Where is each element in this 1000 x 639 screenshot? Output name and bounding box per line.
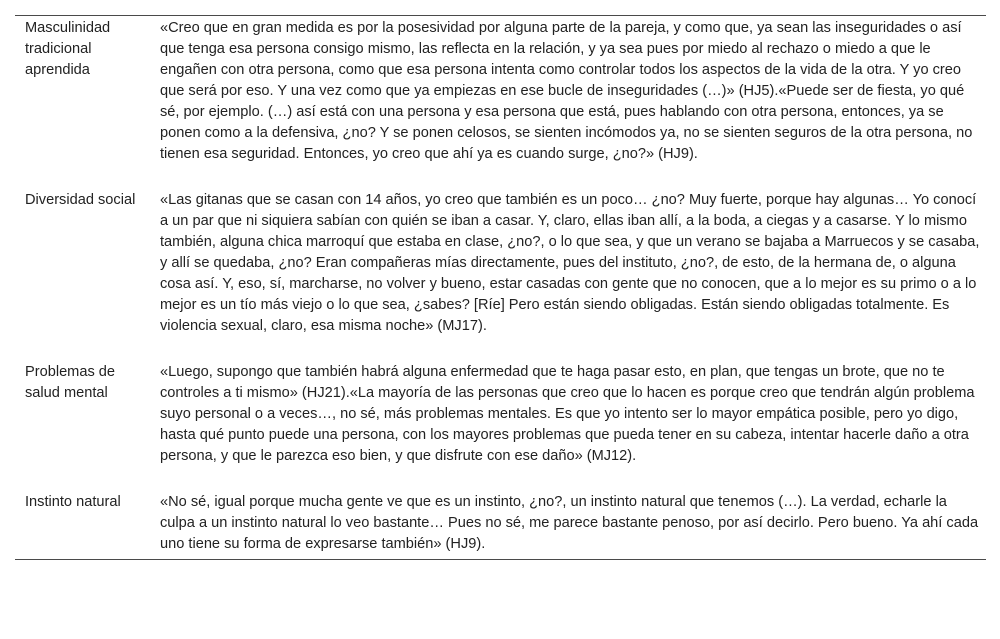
quote-cell: «Luego, supongo que también habrá alguna enfermedad que te haga pasar esto, en plan, que tengas un brote, que no te controles a ti mismo» (HJ21).«La mayoría de las personas que creo que lo hacen es porque creo que tendrán algún problema suyo personal o a veces…, no sé, más problemas mentales. Es que yo intento ser lo mayor empática posible, pero yo digo, hasta qué punto puede una persona, con los mayores problemas que pueda tener en su cabeza, intentar hacerle daño a otra persona, y que le parezca eso bien, y que disfrute con ese daño» (MJ12). <box>160 364 975 464</box>
quote-cell: «No sé, igual porque mucha gente ve que es un instinto, ¿no?, un instinto natural que tenemos (…). La verdad, echarle la culpa a un instinto natural lo veo bastante… Pues no sé, me parece bastante penoso, por así decirlo. Pero bueno. Ya ahí cada uno tiene su forma de expresarse también» (HJ9). <box>160 494 979 552</box>
category-cell: Masculinidad tradicional aprendida <box>25 20 111 78</box>
quote-cell: «Creo que en gran medida es por la posesividad por alguna parte de la pareja, y como que, ya sean las inseguridades o así que tenga esa persona consigo mismo, las reflecta en la relación, y ya sea pues por miedo al rechazo o miedo a que le engañen con otra persona, como que esa persona intenta como controlar todos los aspectos de la vida de la otra. Y yo creo que será por eso. Y una vez como que ya empiezas en ese bucle de inseguridades (…)» (HJ5).«Puede ser de fiesta, yo qué sé, por ejemplo. (…) así está con una persona y esa persona que está, pues hablando con otra persona, entonces, ya se ponen como a la defensiva, ¿no? Y se ponen celosos, se sienten incómodos ya, no se sienten seguros de la otra persona, no tienen esa seguridad. Entonces, yo creo que ahí ya es cuando surge, ¿no?» (HJ9). <box>160 20 973 162</box>
quote-cell: «Las gitanas que se casan con 14 años, yo creo que también es un poco… ¿no? Muy fuerte, porque hay algunas… Yo conocí a un par que ni siquiera sabían con quién se iban a casar. Y, claro, ellas iban allí, a la boda, a ciegas y a casarse. Y lo mismo también, alguna chica marroquí que estaba en clase, ¿no?, o lo que sea, y que un verano se bajaba a Marruecos y se casaba, y allí se quedaba, ¿no? Eran compañeras mías directamente, pues del instituto, ¿no?, de esto, de la hermana de, o alguna cosa así. Y, eso, sí, marcharse, no volver y bueno, estar casadas con gente que no conocen, que a lo mejor es su primo o a lo mejor es un tío más viejo o lo que sea, ¿sabes? [Ríe] Pero están siendo obligadas. Están siendo obligadas totalmente. Es violencia sexual, claro, esa misma noche» (MJ17). <box>160 192 980 334</box>
category-quote-table <box>15 15 986 560</box>
category-cell: Diversidad social <box>25 192 136 208</box>
table <box>15 16 986 559</box>
table-row <box>15 16 986 190</box>
category-cell: Instinto natural <box>25 494 121 510</box>
table-row <box>15 362 986 492</box>
table-row <box>15 492 986 559</box>
table-row <box>15 190 986 362</box>
category-cell: Problemas de salud mental <box>25 364 116 401</box>
